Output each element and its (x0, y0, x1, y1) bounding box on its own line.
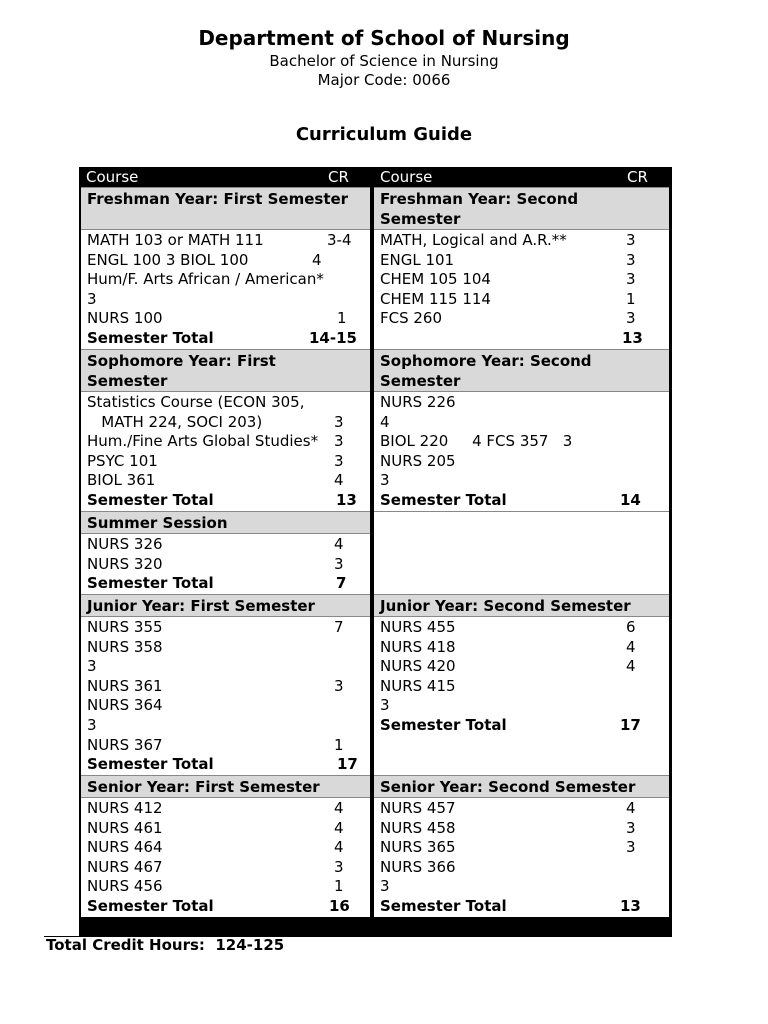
course-credits: 3 (334, 451, 344, 470)
column-cr-header: CR (328, 168, 349, 186)
course-name: MATH, Logical and A.R.** (380, 231, 567, 249)
course-name: NURS 458 (380, 818, 456, 837)
course-row (87, 736, 370, 756)
course-name: NURS 467 (87, 857, 163, 876)
course-name: NURS 326 (87, 535, 163, 553)
course-row (87, 858, 370, 878)
course-name: CHEM 115 114 (380, 289, 491, 308)
course-name: 3 (380, 471, 390, 490)
section-body (374, 617, 669, 736)
section-junior-second (374, 594, 669, 736)
course-name: PSYC 101 (87, 451, 158, 470)
section-heading-line: Semester (87, 372, 168, 390)
course-name: NURS 361 (87, 676, 163, 695)
course-row (87, 471, 370, 491)
course-row (380, 393, 669, 413)
course-row (87, 677, 370, 697)
section-senior-second (374, 775, 669, 917)
course-credits: 1 (337, 309, 347, 328)
section-heading: Junior Year: First Semester (81, 594, 370, 617)
course-credits: 4 (334, 535, 344, 553)
course-row (87, 251, 370, 271)
course-row (87, 716, 370, 736)
course-name: NURS 205 (380, 451, 456, 470)
course-row (380, 618, 669, 638)
course-credits: 4 (626, 799, 636, 817)
column-course-header: Course (380, 168, 433, 186)
course-row (380, 251, 669, 271)
course-credits: 3-4 (327, 231, 352, 249)
section-body (374, 230, 669, 349)
section-body (374, 392, 669, 511)
section-body (81, 617, 370, 775)
section-freshman-second (374, 187, 669, 349)
semester-total-label: Semester Total (380, 490, 507, 509)
section-sophomore-second (374, 349, 669, 511)
section-heading (374, 349, 669, 392)
section-body (81, 534, 370, 594)
semester-total-row (380, 716, 669, 736)
course-name: NURS 415 (380, 676, 456, 695)
course-row (380, 677, 669, 697)
course-row (380, 309, 669, 329)
course-row (380, 838, 669, 858)
course-name: NURS 355 (87, 618, 163, 636)
course-name: ENGL 100 3 BIOL 100 (87, 250, 249, 269)
course-name: MATH 224, SOCI 203) (87, 412, 263, 431)
course-row (87, 432, 370, 452)
course-name: NURS 456 (87, 877, 163, 896)
course-name: NURS 320 (87, 554, 163, 573)
course-name: 3 (87, 289, 97, 308)
course-name: CHEM 105 104 (380, 270, 491, 289)
semester-total-value: 13 (336, 490, 357, 509)
course-row (87, 657, 370, 677)
semester-total-value: 17 (337, 755, 358, 774)
section-heading: Senior Year: First Semester (81, 775, 370, 798)
course-row (380, 819, 669, 839)
section-body (81, 798, 370, 917)
course-row (380, 231, 669, 251)
major-code: Major Code: 0066 (317, 71, 451, 89)
course-row (87, 535, 370, 555)
course-name: 3 (380, 696, 390, 715)
column-cr-header: CR (627, 168, 648, 186)
course-row (87, 555, 370, 575)
course-name: NURS 420 (380, 657, 456, 676)
section-sophomore-first (81, 349, 370, 511)
course-name: NURS 358 (87, 637, 163, 656)
course-credits: 1 (334, 735, 344, 754)
course-row (380, 290, 669, 310)
course-credits: 3 (626, 838, 636, 857)
semester-total-row (87, 755, 370, 775)
course-credits: 3 (334, 554, 344, 573)
course-row (87, 393, 370, 413)
course-name: Hum./Fine Arts Global Studies* (87, 432, 319, 451)
course-row (87, 270, 370, 290)
semester-total-value: 17 (620, 715, 641, 734)
table-header-left (79, 167, 374, 187)
course-name: MATH 103 or MATH 111 (87, 231, 264, 249)
course-name: NURS 412 (87, 799, 163, 817)
course-name: Statistics Course (ECON 305, (87, 393, 305, 411)
course-credits: 3 (626, 250, 636, 269)
semester-total-row (87, 897, 370, 917)
course-row (380, 799, 669, 819)
section-heading-line: Sophomore Year: Second (380, 352, 592, 370)
semester-total-value: 7 (336, 574, 347, 593)
semester-total-label: Semester Total (87, 490, 214, 509)
section-body (374, 798, 669, 917)
course-row (87, 838, 370, 858)
course-name: NURS 365 (380, 838, 456, 857)
semester-total-row (380, 897, 669, 917)
course-row (87, 290, 370, 310)
section-heading (81, 349, 370, 392)
course-credits: 3 (626, 231, 636, 249)
section-junior-first (81, 594, 370, 775)
section-body (81, 392, 370, 511)
course-row (380, 877, 669, 897)
course-credits: 7 (334, 618, 344, 636)
course-credits: 4 (626, 657, 636, 676)
semester-total-label: Semester Total (87, 755, 214, 774)
course-name: NURS 100 (87, 309, 163, 328)
course-row (87, 696, 370, 716)
course-credits: 1 (626, 289, 636, 308)
course-name: BIOL 361 (87, 471, 156, 490)
course-row (87, 618, 370, 638)
section-heading: Summer Session (81, 511, 370, 534)
semester-total-label: Semester Total (380, 715, 507, 734)
course-row (380, 432, 669, 452)
semester-total-value: 13 (620, 896, 641, 915)
course-row (87, 452, 370, 472)
course-row (380, 858, 669, 878)
section-heading (374, 187, 669, 230)
semester-total-label: Semester Total (87, 574, 214, 593)
section-heading: Freshman Year: First Semester (81, 187, 370, 230)
table-header-right (374, 167, 672, 187)
course-credits: 4 (334, 799, 344, 817)
course-credits: 6 (626, 618, 636, 636)
course-credits: 4 (626, 637, 636, 656)
section-heading-line: Semester (380, 372, 461, 390)
section-heading-line: Semester (380, 210, 461, 228)
course-name: 3 (87, 657, 97, 676)
semester-total-value: 13 (622, 328, 643, 347)
course-credits: 4 (334, 838, 344, 857)
section-summer-session (81, 511, 370, 594)
course-credits: 3 (334, 676, 344, 695)
course-name: FCS 260 (380, 309, 443, 328)
semester-total-label: Semester Total (380, 896, 507, 915)
course-row (87, 231, 370, 251)
course-row (380, 696, 669, 716)
page-title: Department of School of Nursing (198, 26, 570, 50)
course-row (87, 413, 370, 433)
course-name: NURS 461 (87, 818, 163, 837)
semester-total-label: Semester Total (87, 896, 214, 915)
course-credits: 3 (626, 818, 636, 837)
summer-right-divider (374, 511, 669, 512)
course-credits: 4 (334, 471, 344, 490)
course-name: NURS 464 (87, 838, 163, 857)
semester-total-row (87, 329, 370, 349)
course-name: ENGL 101 (380, 250, 455, 269)
course-credits: 3 (334, 857, 344, 876)
course-row (87, 799, 370, 819)
course-name: 3 (87, 715, 97, 734)
course-credits: 4 (312, 250, 322, 269)
semester-total-label: Semester Total (87, 328, 214, 347)
semester-total-value: 16 (329, 896, 350, 915)
course-name: Hum/F. Arts African / American* (87, 270, 324, 289)
semester-total-value: 14 (620, 490, 641, 509)
course-name: NURS 364 (87, 696, 163, 715)
course-row (380, 471, 669, 491)
semester-total-value: 14-15 (309, 328, 357, 347)
course-row (380, 638, 669, 658)
degree-subtitle: Bachelor of Science in Nursing (269, 52, 499, 70)
course-row (87, 819, 370, 839)
section-heading-line: Sophomore Year: First (87, 352, 276, 370)
course-credits: 1 (334, 877, 344, 896)
course-name: NURS 457 (380, 799, 456, 817)
section-heading-line: Freshman Year: Second (380, 190, 579, 208)
course-name: NURS 455 (380, 618, 456, 636)
table-footer-bar (79, 917, 672, 937)
semester-total-row (87, 491, 370, 511)
section-body (81, 230, 370, 349)
course-name: NURS 226 (380, 393, 456, 411)
course-name: NURS 366 (380, 857, 456, 876)
course-row (380, 413, 669, 433)
column-course-header: Course (86, 168, 139, 186)
course-name: NURS 418 (380, 637, 456, 656)
section-heading: Senior Year: Second Semester (374, 775, 669, 798)
section-heading: Junior Year: Second Semester (374, 594, 669, 617)
semester-total-row (380, 491, 669, 511)
course-row (87, 638, 370, 658)
course-name: 3 (380, 877, 390, 896)
section-freshman-first (81, 187, 370, 349)
course-credits: 3 (626, 309, 636, 328)
course-row (380, 657, 669, 677)
course-credits: 3 (334, 432, 344, 451)
semester-total-row (87, 574, 370, 594)
course-credits: 3 (626, 270, 636, 289)
course-row (87, 309, 370, 329)
curriculum-guide-title: Curriculum Guide (295, 124, 473, 145)
course-name: 4 (380, 412, 390, 431)
semester-total-row (380, 329, 669, 349)
section-senior-first (81, 775, 370, 917)
total-credit-hours: Total Credit Hours: 124-125 (46, 936, 285, 954)
course-row (87, 877, 370, 897)
course-name: NURS 367 (87, 735, 163, 754)
course-row (380, 270, 669, 290)
course-credits: 3 (334, 412, 344, 431)
course-name: BIOL 220 4 FCS 357 3 (380, 432, 573, 451)
course-credits: 4 (334, 818, 344, 837)
table-border-right (669, 187, 672, 917)
course-row (380, 452, 669, 472)
